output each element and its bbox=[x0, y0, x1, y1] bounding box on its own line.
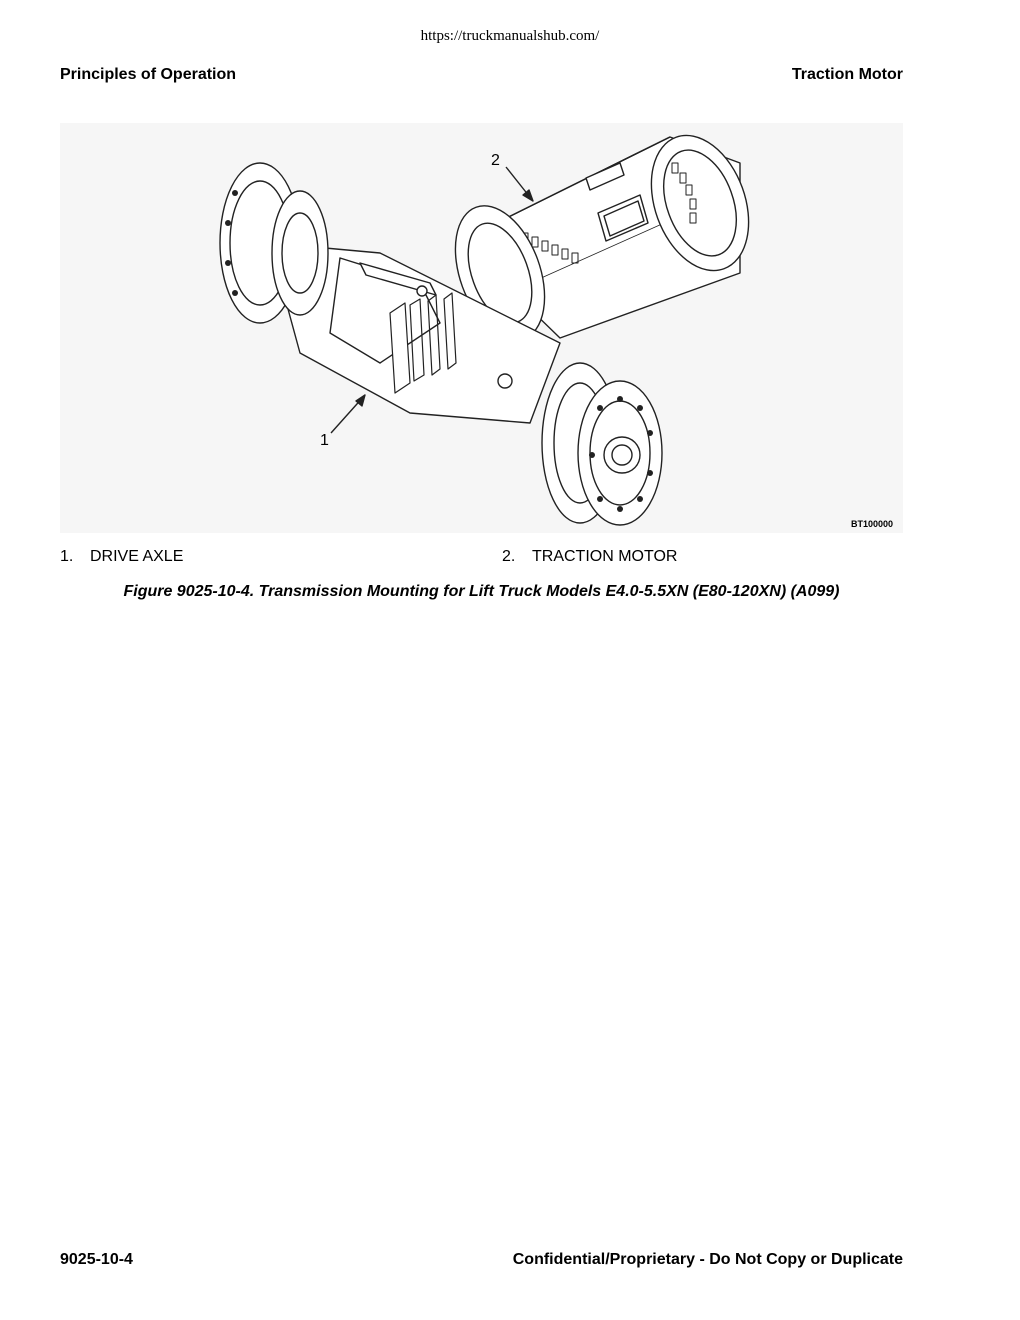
topic-header: Traction Motor bbox=[791, 66, 903, 83]
transmission-figure bbox=[60, 123, 903, 533]
section-header: Principles of Operation bbox=[60, 66, 237, 83]
legend-item-traction-motor bbox=[502, 548, 677, 566]
callout-2 bbox=[506, 167, 533, 201]
legend-number: 1. bbox=[60, 548, 74, 565]
legend-label: TRACTION MOTOR bbox=[532, 548, 678, 565]
page-number: 9025-10-4 bbox=[60, 1251, 133, 1268]
legend-label: DRIVE AXLE bbox=[90, 548, 184, 565]
source-url[interactable]: https://truckmanualshub.com/ bbox=[420, 28, 600, 44]
legend-item-drive-axle bbox=[60, 548, 183, 566]
drive-axle-illustration bbox=[60, 123, 903, 533]
figure-code: BT100000 bbox=[850, 519, 893, 529]
legend-number: 2. bbox=[502, 548, 516, 565]
callout-1 bbox=[331, 395, 365, 433]
callout-2-label: 2 bbox=[491, 152, 500, 169]
figure-caption: Figure 9025-10-4. Transmission Mounting for Lift Truck Models E4.0-5.5XN (E80-120XN) (A099) bbox=[123, 583, 840, 600]
confidentiality-notice: Confidential/Proprietary - Do Not Copy or Duplicate bbox=[512, 1251, 903, 1268]
callout-1-label: 1 bbox=[320, 432, 329, 449]
